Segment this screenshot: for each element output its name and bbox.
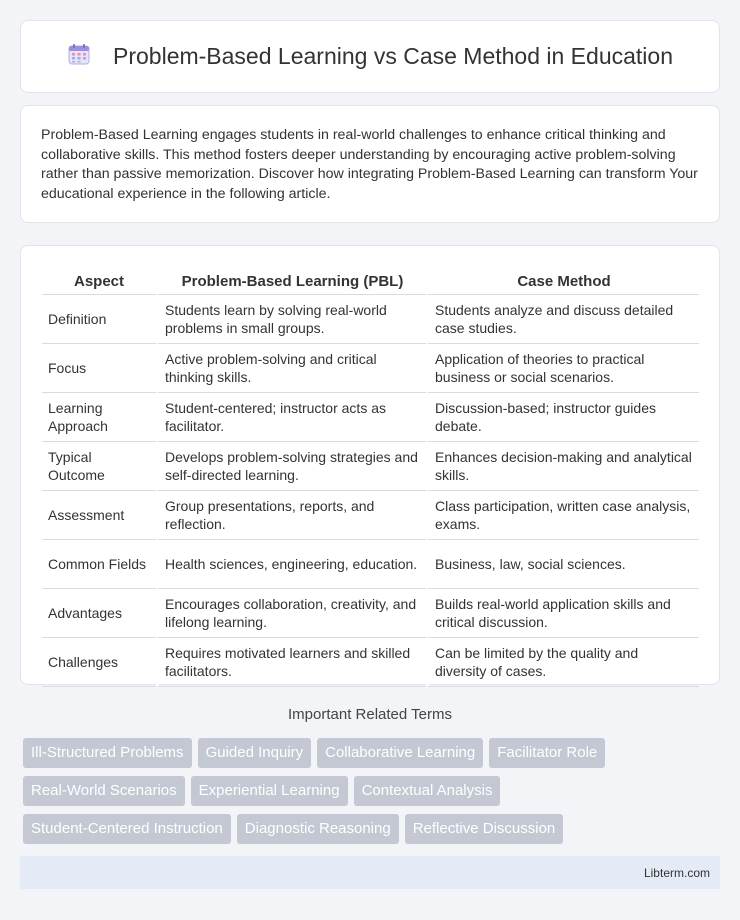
row-case-method: Builds real-world application skills and critical discussion.	[426, 589, 699, 638]
intro-card	[20, 105, 720, 223]
related-terms-heading: Important Related Terms	[288, 706, 452, 723]
table-row	[42, 344, 699, 393]
table-row	[42, 295, 699, 344]
calendar-icon	[67, 42, 91, 71]
table-row	[42, 589, 699, 638]
header	[67, 42, 673, 71]
row-case-method: Business, law, social sciences.	[426, 540, 699, 589]
row-case-method: Class participation, written case analysis, exams.	[426, 491, 699, 540]
term-row	[23, 814, 723, 844]
table-row	[42, 491, 699, 540]
row-case-method: Application of theories to practical business or social scenarios.	[426, 344, 699, 393]
related-terms	[23, 738, 723, 852]
row-aspect: Definition	[42, 295, 156, 344]
table-row	[42, 540, 699, 589]
term-tag[interactable]: Guided Inquiry	[198, 738, 312, 768]
row-aspect: Focus	[42, 344, 156, 393]
header-card	[20, 20, 720, 93]
footer-brand-link[interactable]: Libterm.com	[643, 865, 710, 880]
term-tag[interactable]: Facilitator Role	[489, 738, 605, 768]
row-pbl: Develops problem-solving strategies and self-directed learning.	[156, 442, 426, 491]
footer	[20, 856, 720, 889]
row-pbl: Health sciences, engineering, education.	[156, 540, 426, 589]
row-case-method: Students analyze and discuss detailed case studies.	[426, 295, 699, 344]
comparison-card	[20, 245, 720, 685]
term-tag[interactable]: Contextual Analysis	[354, 776, 501, 806]
row-aspect: Advantages	[42, 589, 156, 638]
page-title: Problem-Based Learning vs Case Method in Education	[113, 43, 673, 69]
table-header-row	[42, 264, 699, 295]
table-row	[42, 442, 699, 491]
term-tag[interactable]: Ill-Structured Problems	[23, 738, 192, 768]
row-case-method: Discussion-based; instructor guides debate.	[426, 393, 699, 442]
row-aspect: Assessment	[42, 491, 156, 540]
term-tag[interactable]: Real-World Scenarios	[23, 776, 185, 806]
row-aspect: Challenges	[42, 638, 156, 687]
term-tag[interactable]: Collaborative Learning	[317, 738, 483, 768]
row-aspect: Learning Approach	[42, 393, 156, 442]
header-aspect: Aspect	[42, 264, 156, 295]
intro-paragraph: Problem-Based Learning engages students in real-world challenges to enhance critical thinking and collaborative skills. This method fosters deeper understanding by encouraging active problem-solving rather than passive memorization. Discover how integrating Problem-Based Learning can transform Your educational experience in the following article.	[41, 127, 698, 202]
term-tag[interactable]: Student-Centered Instruction	[23, 814, 231, 844]
row-pbl: Active problem-solving and critical thinking skills.	[156, 344, 426, 393]
row-case-method: Enhances decision-making and analytical skills.	[426, 442, 699, 491]
term-tag[interactable]: Experiential Learning	[191, 776, 348, 806]
row-pbl: Group presentations, reports, and reflection.	[156, 491, 426, 540]
row-case-method: Can be limited by the quality and diversity of cases.	[426, 638, 699, 687]
header-pbl: Problem-Based Learning (PBL)	[156, 264, 426, 295]
row-pbl: Requires motivated learners and skilled facilitators.	[156, 638, 426, 687]
row-pbl: Student-centered; instructor acts as facilitator.	[156, 393, 426, 442]
comparison-table	[42, 264, 699, 687]
header-case-method: Case Method	[426, 264, 699, 295]
row-pbl: Students learn by solving real-world problems in small groups.	[156, 295, 426, 344]
term-tag[interactable]: Reflective Discussion	[405, 814, 564, 844]
row-aspect: Typical Outcome	[42, 442, 156, 491]
term-tag[interactable]: Diagnostic Reasoning	[237, 814, 399, 844]
term-row	[23, 776, 723, 806]
table-row	[42, 393, 699, 442]
term-row	[23, 738, 723, 768]
table-row	[42, 638, 699, 687]
row-pbl: Encourages collaboration, creativity, and lifelong learning.	[156, 589, 426, 638]
row-aspect: Common Fields	[42, 540, 156, 589]
